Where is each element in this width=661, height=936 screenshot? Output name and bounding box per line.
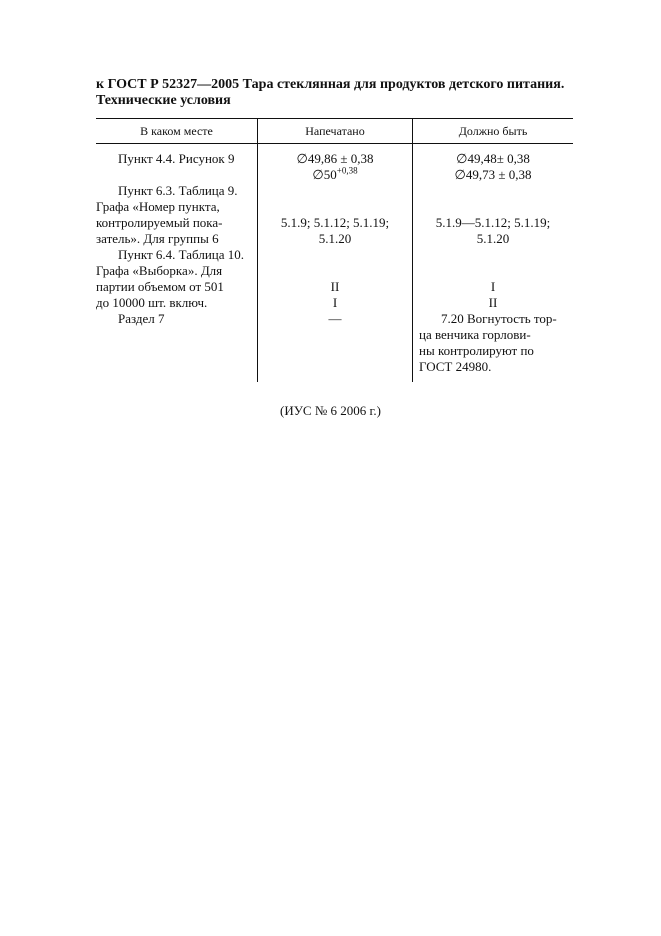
row-2-should-line: 5.1.9—5.1.12; 5.1.19; xyxy=(435,215,551,230)
row-3-should-line: I xyxy=(490,279,496,294)
row-2-place-line: контролируемый пока- xyxy=(96,215,223,230)
row-1-should-line: ∅49,73 ± 0,38 xyxy=(454,167,532,182)
row-1-printed-tolerance: +0,38 xyxy=(336,165,358,176)
row-4-place-line: Раздел 7 xyxy=(118,311,165,326)
row-2-place-line: Пункт 6.3. Таблица 9. xyxy=(118,183,238,198)
row-1-should-be xyxy=(413,151,573,183)
table-top-rule xyxy=(96,118,573,119)
row-2-should-be xyxy=(413,215,573,247)
row-2-place xyxy=(96,183,251,247)
row-1-printed xyxy=(258,151,412,183)
row-4-should-line: ны контролируют по xyxy=(419,343,534,358)
row-2-printed-line: 5.1.9; 5.1.12; 5.1.19; xyxy=(280,215,390,230)
table-header-rule xyxy=(96,143,573,144)
row-3-should-be xyxy=(413,279,573,311)
row-4-place xyxy=(96,311,251,327)
title-line-2: Технические условия xyxy=(96,93,231,108)
row-3-place-line: партии объемом от 501 xyxy=(96,279,224,294)
row-3-place xyxy=(96,247,251,311)
row-3-printed xyxy=(258,279,412,311)
row-3-place-line: Графа «Выборка». Для xyxy=(96,263,223,278)
column-header-place: В каком месте xyxy=(140,124,213,138)
title-line-1: к ГОСТ Р 52327—2005 Тара стеклянная для продуктов детского питания. xyxy=(96,77,565,92)
row-2-printed xyxy=(258,215,412,247)
row-3-should-line: II xyxy=(488,295,498,310)
row-1-printed-line-2 xyxy=(258,167,412,183)
row-2-should-line: 5.1.20 xyxy=(476,231,510,246)
row-1-place-line: Пункт 4.4. Рисунок 9 xyxy=(118,151,235,166)
document-title xyxy=(96,77,586,109)
row-3-place-line: Пункт 6.4. Таблица 10. xyxy=(118,247,245,262)
row-4-should-line: 7.20 Вогнутость тор- xyxy=(441,311,557,326)
row-1-place xyxy=(96,151,251,167)
row-1-should-line: ∅49,48± 0,38 xyxy=(456,151,530,166)
row-4-printed-line: — xyxy=(328,311,342,326)
row-4-should-line: ца венчика горлови- xyxy=(419,327,531,342)
row-2-printed-line: 5.1.20 xyxy=(318,231,352,246)
row-4-should-line: ГОСТ 24980. xyxy=(419,359,492,374)
row-1-printed-base: ∅50 xyxy=(312,167,337,182)
row-4-printed xyxy=(258,311,412,327)
column-header-printed: Напечатано xyxy=(305,124,365,138)
row-4-should-be xyxy=(419,311,573,375)
row-2-place-line: затель». Для группы 6 xyxy=(96,231,219,246)
row-2-place-line: Графа «Номер пункта, xyxy=(96,199,220,214)
column-header-should-be: Должно быть xyxy=(458,124,528,138)
row-3-place-line: до 10000 шт. включ. xyxy=(96,295,208,310)
row-3-printed-line: I xyxy=(332,295,338,310)
source-reference: (ИУС № 6 2006 г.) xyxy=(280,403,381,418)
row-3-printed-line: II xyxy=(330,279,340,294)
row-1-printed-line: ∅49,86 ± 0,38 xyxy=(296,151,374,166)
